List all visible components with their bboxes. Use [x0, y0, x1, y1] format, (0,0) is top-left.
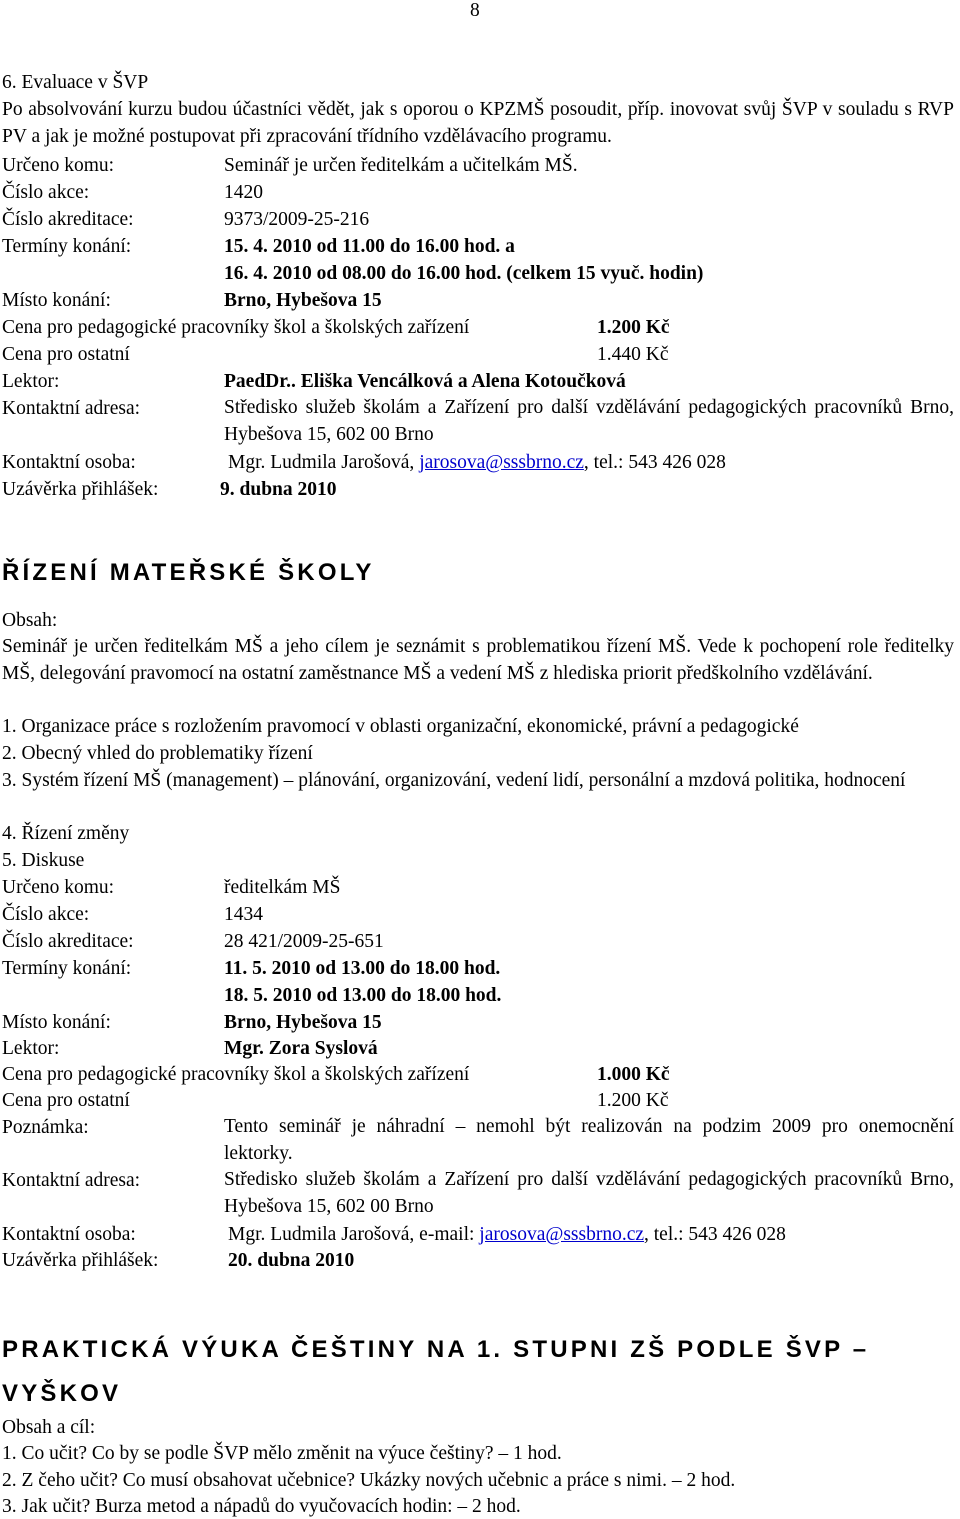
- kontaktni-osoba-value: [228, 452, 726, 474]
- kontaktni-osoba-name: Mgr. Ludmila Jarošová,: [228, 452, 415, 473]
- kontaktni-osoba-tel-2: , tel.: 543 426 028: [644, 1224, 786, 1245]
- uzaverka-label: Uzávěrka přihlášek:: [2, 479, 159, 500]
- cislo-akreditace-value-2: 28 421/2009-25-651: [224, 931, 384, 952]
- list-item-3: 3. Systém řízení MŠ (management) – plánování, organizování, vedení lidí, personální a mzdová politika, hodnocení: [2, 770, 906, 791]
- cena-ped-value-2: 1.000 Kč: [597, 1064, 670, 1085]
- cena-ped-label: Cena pro pedagogické pracovníky škol a školských zařízení: [2, 317, 470, 338]
- uzaverka-value: 9. dubna 2010: [220, 479, 337, 500]
- section-title-rizeni: ŘÍZENÍ MATEŘSKÉ ŠKOLY: [2, 559, 375, 586]
- list-item-1: 1. Organizace práce s rozložením pravomocí v oblasti organizační, ekonomické, právní a pedagogické: [2, 716, 799, 737]
- email-link-2[interactable]: jarosova@sssbrno.cz: [479, 1224, 645, 1245]
- cislo-akreditace-value: 9373/2009-25-216: [224, 209, 370, 230]
- cena-ost-label: Cena pro ostatní: [2, 344, 130, 365]
- cestina-item-2: 2. Z čeho učit? Co musí obsahovat učebnice? Ukázky nových učebnic a práce s nimi. – 2 hod.: [2, 1470, 736, 1491]
- cena-ped-value: 1.200 Kč: [597, 317, 670, 338]
- lektor-value-2: Mgr. Zora Syslová: [224, 1038, 378, 1059]
- urceno-label-2: Určeno komu:: [2, 877, 115, 898]
- urceno-label: Určeno komu:: [2, 155, 115, 176]
- obsah-cil-label: Obsah a cíl:: [2, 1417, 96, 1438]
- obsah-paragraph: Seminář je určen ředitelkám MŠ a jeho cílem je seznámit s problematikou řízení MŠ. Vede k pochopení role ředitelky MŠ, delegování pravomocí na ostatní zaměstnance MŠ a vedení MŠ z hlediska priorit předškolního vzdělávání.: [2, 636, 954, 684]
- cislo-akreditace-label: Číslo akreditace:: [2, 209, 134, 230]
- termin-1: 15. 4. 2010 od 11.00 do 16.00 hod. a: [224, 236, 515, 257]
- termin-2: 16. 4. 2010 od 08.00 do 16.00 hod. (celkem 15 vyuč. hodin): [224, 263, 704, 284]
- email-link[interactable]: jarosova@sssbrno.cz: [419, 452, 584, 473]
- list-item-4: 4. Řízení změny: [2, 823, 130, 844]
- cena-ost-label-2: Cena pro ostatní: [2, 1090, 130, 1111]
- misto-label-2: Místo konání:: [2, 1012, 111, 1033]
- list-item-2: 2. Obecný vhled do problematiky řízení: [2, 743, 313, 764]
- kontaktni-osoba-label: Kontaktní osoba:: [2, 452, 136, 473]
- section-heading-evaluace: 6. Evaluace v ŠVP: [2, 72, 149, 93]
- poznamka-value: Tento seminář je náhradní – nemohl být realizován na podzim 2009 pro onemocnění lektorky.: [224, 1116, 954, 1164]
- lektor-value: PaedDr.. Eliška Vencálková a Alena Kotoučková: [224, 371, 626, 392]
- cislo-akce-label: Číslo akce:: [2, 182, 90, 203]
- cestina-item-3: 3. Jak učit? Burza metod a nápadů do vyučovacích hodin: – 2 hod.: [2, 1496, 521, 1517]
- cena-ost-value-2: 1.200 Kč: [597, 1090, 669, 1111]
- kontaktni-osoba-name-2: Mgr. Ludmila Jarošová, e-mail:: [228, 1224, 475, 1245]
- uzaverka-label-2: Uzávěrka přihlášek:: [2, 1250, 159, 1271]
- kontaktni-adresa-label-2: Kontaktní adresa:: [2, 1170, 141, 1191]
- kontaktni-adresa-value-2: Středisko služeb školám a Zařízení pro další vzdělávání pedagogických pracovníků Brno, Hybešova 15, 602 00 Brno: [224, 1169, 954, 1217]
- termin-2-1: 11. 5. 2010 od 13.00 do 18.00 hod.: [224, 958, 501, 979]
- uzaverka-value-2: 20. dubna 2010: [228, 1250, 355, 1271]
- cislo-akce-value-2: 1434: [224, 904, 263, 925]
- kontaktni-osoba-label-2: Kontaktní osoba:: [2, 1224, 136, 1245]
- kontaktni-osoba-value-2: [228, 1224, 786, 1246]
- obsah-label: Obsah:: [2, 610, 58, 631]
- kontaktni-adresa-label: Kontaktní adresa:: [2, 398, 141, 419]
- terminy-label-2: Termíny konání:: [2, 958, 132, 979]
- section-title-cestina: PRAKTICKÁ VÝUKA ČEŠTINY NA 1. STUPNI ZŠ PODLE ŠVP – VYŠKOV: [2, 1336, 870, 1407]
- termin-2-2: 18. 5. 2010 od 13.00 do 18.00 hod.: [224, 985, 502, 1006]
- lektor-label-2: Lektor:: [2, 1038, 60, 1059]
- intro-paragraph: Po absolvování kurzu budou účastníci vědět, jak s oporou o KPZMŠ posoudit, příp. inovovat svůj ŠVP v souladu s RVP PV a jak je možné postupovat při zpracování třídního vzdělávacího programu.: [2, 99, 954, 147]
- list-item-5: 5. Diskuse: [2, 850, 85, 871]
- misto-value: Brno, Hybešova 15: [224, 290, 382, 311]
- urceno-value-2: ředitelkám MŠ: [224, 877, 341, 898]
- kontaktni-adresa-value: Středisko služeb školám a Zařízení pro další vzdělávání pedagogických pracovníků Brno, Hybešova 15, 602 00 Brno: [224, 397, 954, 445]
- cena-ost-value: 1.440 Kč: [597, 344, 669, 365]
- cestina-item-1: 1. Co učit? Co by se podle ŠVP mělo změnit na výuce češtiny? – 1 hod.: [2, 1443, 562, 1464]
- cislo-akce-value: 1420: [224, 182, 263, 203]
- cena-ped-label-2: Cena pro pedagogické pracovníky škol a školských zařízení: [2, 1064, 470, 1085]
- lektor-label: Lektor:: [2, 371, 60, 392]
- poznamka-label: Poznámka:: [2, 1117, 89, 1138]
- terminy-label: Termíny konání:: [2, 236, 132, 257]
- kontaktni-osoba-tel: , tel.: 543 426 028: [583, 452, 726, 473]
- page-number: 8: [470, 0, 480, 21]
- cislo-akce-label-2: Číslo akce:: [2, 904, 90, 925]
- misto-label: Místo konání:: [2, 290, 111, 311]
- cislo-akreditace-label-2: Číslo akreditace:: [2, 931, 134, 952]
- misto-value-2: Brno, Hybešova 15: [224, 1012, 382, 1033]
- urceno-value: Seminář je určen ředitelkám a učitelkám MŠ.: [224, 155, 578, 176]
